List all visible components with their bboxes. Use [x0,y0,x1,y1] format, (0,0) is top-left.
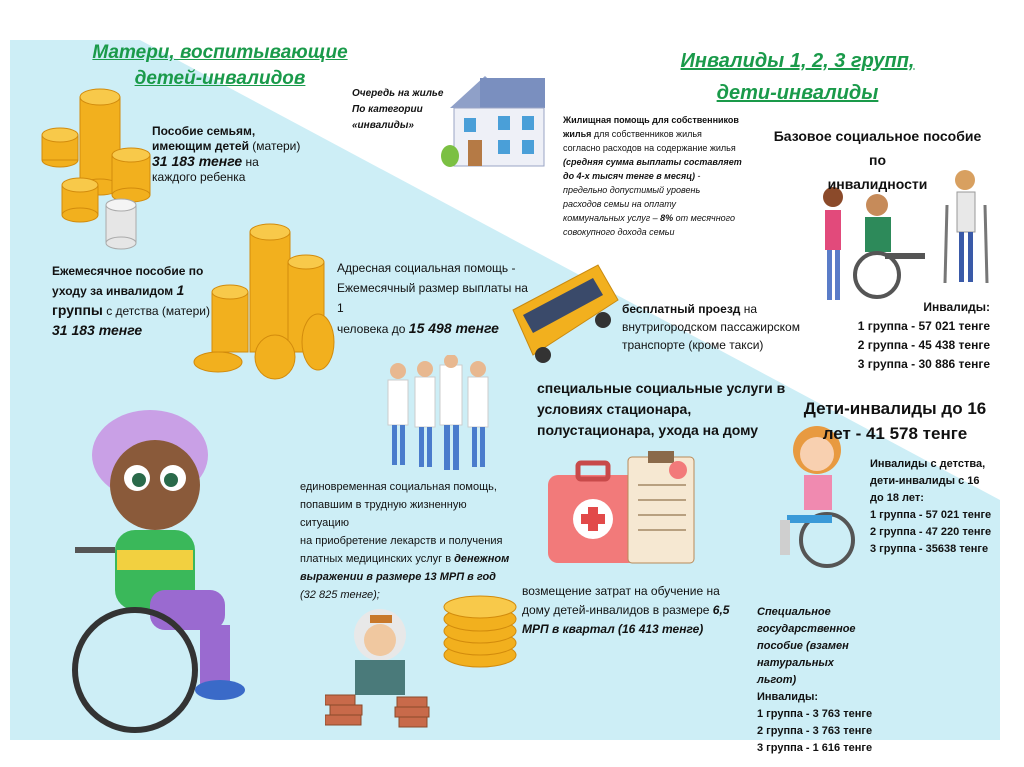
housing-aid-l1: Жилищная помощь для собственников [563,115,739,125]
onetime-aid-l3: на приобретение лекарств и получения [300,535,503,547]
children-title [790,396,1000,446]
children-title-l1: Дети-инвалиды до 16 [803,399,987,418]
family-allowance-l4: каждого ребенка [152,170,246,184]
disabled-title-line2: дети-инвалиды [716,82,879,104]
onetime-aid [300,478,515,604]
education-l2b: 6,5 [712,603,730,617]
housing-aid-l9: совокупного дохода семьи [563,227,675,237]
special-services-l2: условиях стационара, [537,401,692,417]
housing-aid [563,113,763,239]
children-amounts [870,456,995,558]
children-amounts-l2: дети-инвалиды с 16 [870,475,980,487]
disabled-amounts-header: Инвалиды: [923,300,990,314]
boy-wheelchair-icon [55,400,260,740]
onetime-aid-l6: (32 825 тенге); [300,589,380,601]
care-allowance-l2a: уходу за инвалидом [52,284,177,298]
housing-queue-l1: Очередь на жилье [352,88,444,99]
housing-aid-l2a: жилья [563,129,592,139]
disabled-amounts-g3: 3 группа - 30 886 тенге [857,357,990,371]
care-allowance-amount: 31 183 тенге [52,322,143,338]
transport-l1: бесплатный проезд [622,302,741,316]
care-allowance-l1: Ежемесячное пособие по [52,264,204,278]
base-benefit-l1: Базовое социальное пособие по [773,128,982,168]
care-allowance-l3b: с детства (матери) [102,304,210,318]
children-amounts-l3: до 18 лет: [870,492,924,504]
targeted-aid-l3b: 15 498 тенге [408,320,499,336]
family-allowance-suffix: на [242,155,259,169]
coin-stacks-icon [40,85,155,250]
family-allowance [152,124,332,185]
special-state-benefit [757,604,927,757]
onetime-aid-l5a: выражении [300,571,364,583]
onetime-aid-l2: попавшим в трудную жизненную ситуацию [300,499,467,529]
transport-l1b: на [740,302,758,316]
children-title-l2: лет - 41 578 тенге [822,424,968,443]
family-allowance-l2b: (матери) [252,139,301,153]
special-state-benefit-g1: 1 группа - 3 763 тенге [757,708,873,720]
first-aid-kit-icon [540,445,700,570]
special-state-benefit-g3: 3 группа - 1 616 тенге [757,742,873,754]
mothers-title-line1: Матери, воспитывающие [92,42,348,63]
medical-staff-icon [380,355,495,475]
housing-aid-l8c: от месячного [673,213,736,223]
targeted-aid-l3a: человека до [337,322,409,336]
care-allowance-l2b: 1 [176,282,185,298]
transport-l2: внутригородском пассажирском [622,320,800,334]
targeted-aid-l1: Адресная социальная помощь - [337,261,516,275]
onetime-aid-l4b: денежном [454,553,510,565]
onetime-aid-l1: единовременная социальная помощь, [300,481,497,493]
housing-aid-l5: до 4-х тысяч тенге в месяц) [563,171,696,181]
family-allowance-l1: Пособие семьям, [152,124,256,138]
special-state-benefit-l2: пособие (взамен натуральных [757,640,849,669]
housing-aid-l7: расходов семьи на оплату [563,199,677,209]
disabled-title-line1: Инвалиды 1, 2, 3 групп, [680,50,915,72]
special-state-benefit-l3: льгот) [757,674,797,686]
education [522,582,737,639]
base-benefit [770,124,985,196]
housing-aid-l8b: 8% [660,213,674,223]
children-amounts-g3: 3 группа - 35638 тенге [870,543,989,555]
children-amounts-l1: Инвалиды с детства, [870,458,986,470]
base-benefit-l2: инвалидности [827,176,928,192]
housing-queue-l2: По категории [352,104,423,115]
education-l3: МРП в квартал (16 413 тенге) [522,622,704,636]
transport [622,300,802,354]
special-services-l3: полустационара, ухода на дому [537,422,759,438]
housing-aid-l5b: - [695,171,701,181]
onetime-aid-l4a: платных медицинских услуг в [300,553,455,565]
education-l2a: дому детей-инвалидов в размере [522,603,713,617]
care-allowance [52,262,227,340]
care-allowance-l3a: группы [52,302,103,318]
special-services [537,378,787,441]
special-state-benefit-header: Инвалиды: [757,691,819,703]
onetime-aid-l5b: в размере 13 МРП в год [363,571,496,583]
disabled-amounts-g2: 2 группа - 45 438 тенге [857,338,990,352]
targeted-aid [337,258,537,339]
special-state-benefit-g2: 2 группа - 3 763 тенге [757,725,873,737]
family-allowance-l2a: имеющим детей [152,139,253,153]
housing-aid-l4: (средняя сумма выплаты составляет [563,157,742,167]
reading-man-icon [325,605,430,730]
housing-aid-l3: согласно расходов на содержание жилья [563,143,736,153]
housing-aid-l6: предельно допустимый уровень [563,185,701,195]
housing-queue [352,86,462,134]
disabled-title [655,45,940,109]
family-allowance-amount: 31 183 тенге [152,153,243,169]
housing-queue-l3: «инвалиды» [352,120,414,131]
disabled-amounts-g1: 1 группа - 57 021 тенге [857,319,990,333]
mothers-title [85,40,355,92]
transport-l3: транспорте (кроме такси) [622,338,764,352]
education-l1: возмещение затрат на обучение на [522,584,720,598]
children-amounts-g1: 1 группа - 57 021 тенге [870,509,992,521]
housing-aid-l2b: для собственников жилья [591,129,702,139]
targeted-aid-l2: Ежемесячный размер выплаты на 1 [337,281,528,315]
coins-icon [440,595,520,670]
disabled-amounts [855,298,990,374]
housing-aid-l8a: коммунальных услуг – [563,213,661,223]
special-services-l1: специальные социальные услуги в [537,380,786,396]
special-state-benefit-l1: Специальное государственное [757,606,856,635]
mothers-title-line2: детей-инвалидов [134,68,306,89]
children-amounts-g2: 2 группа - 47 220 тенге [870,526,992,538]
